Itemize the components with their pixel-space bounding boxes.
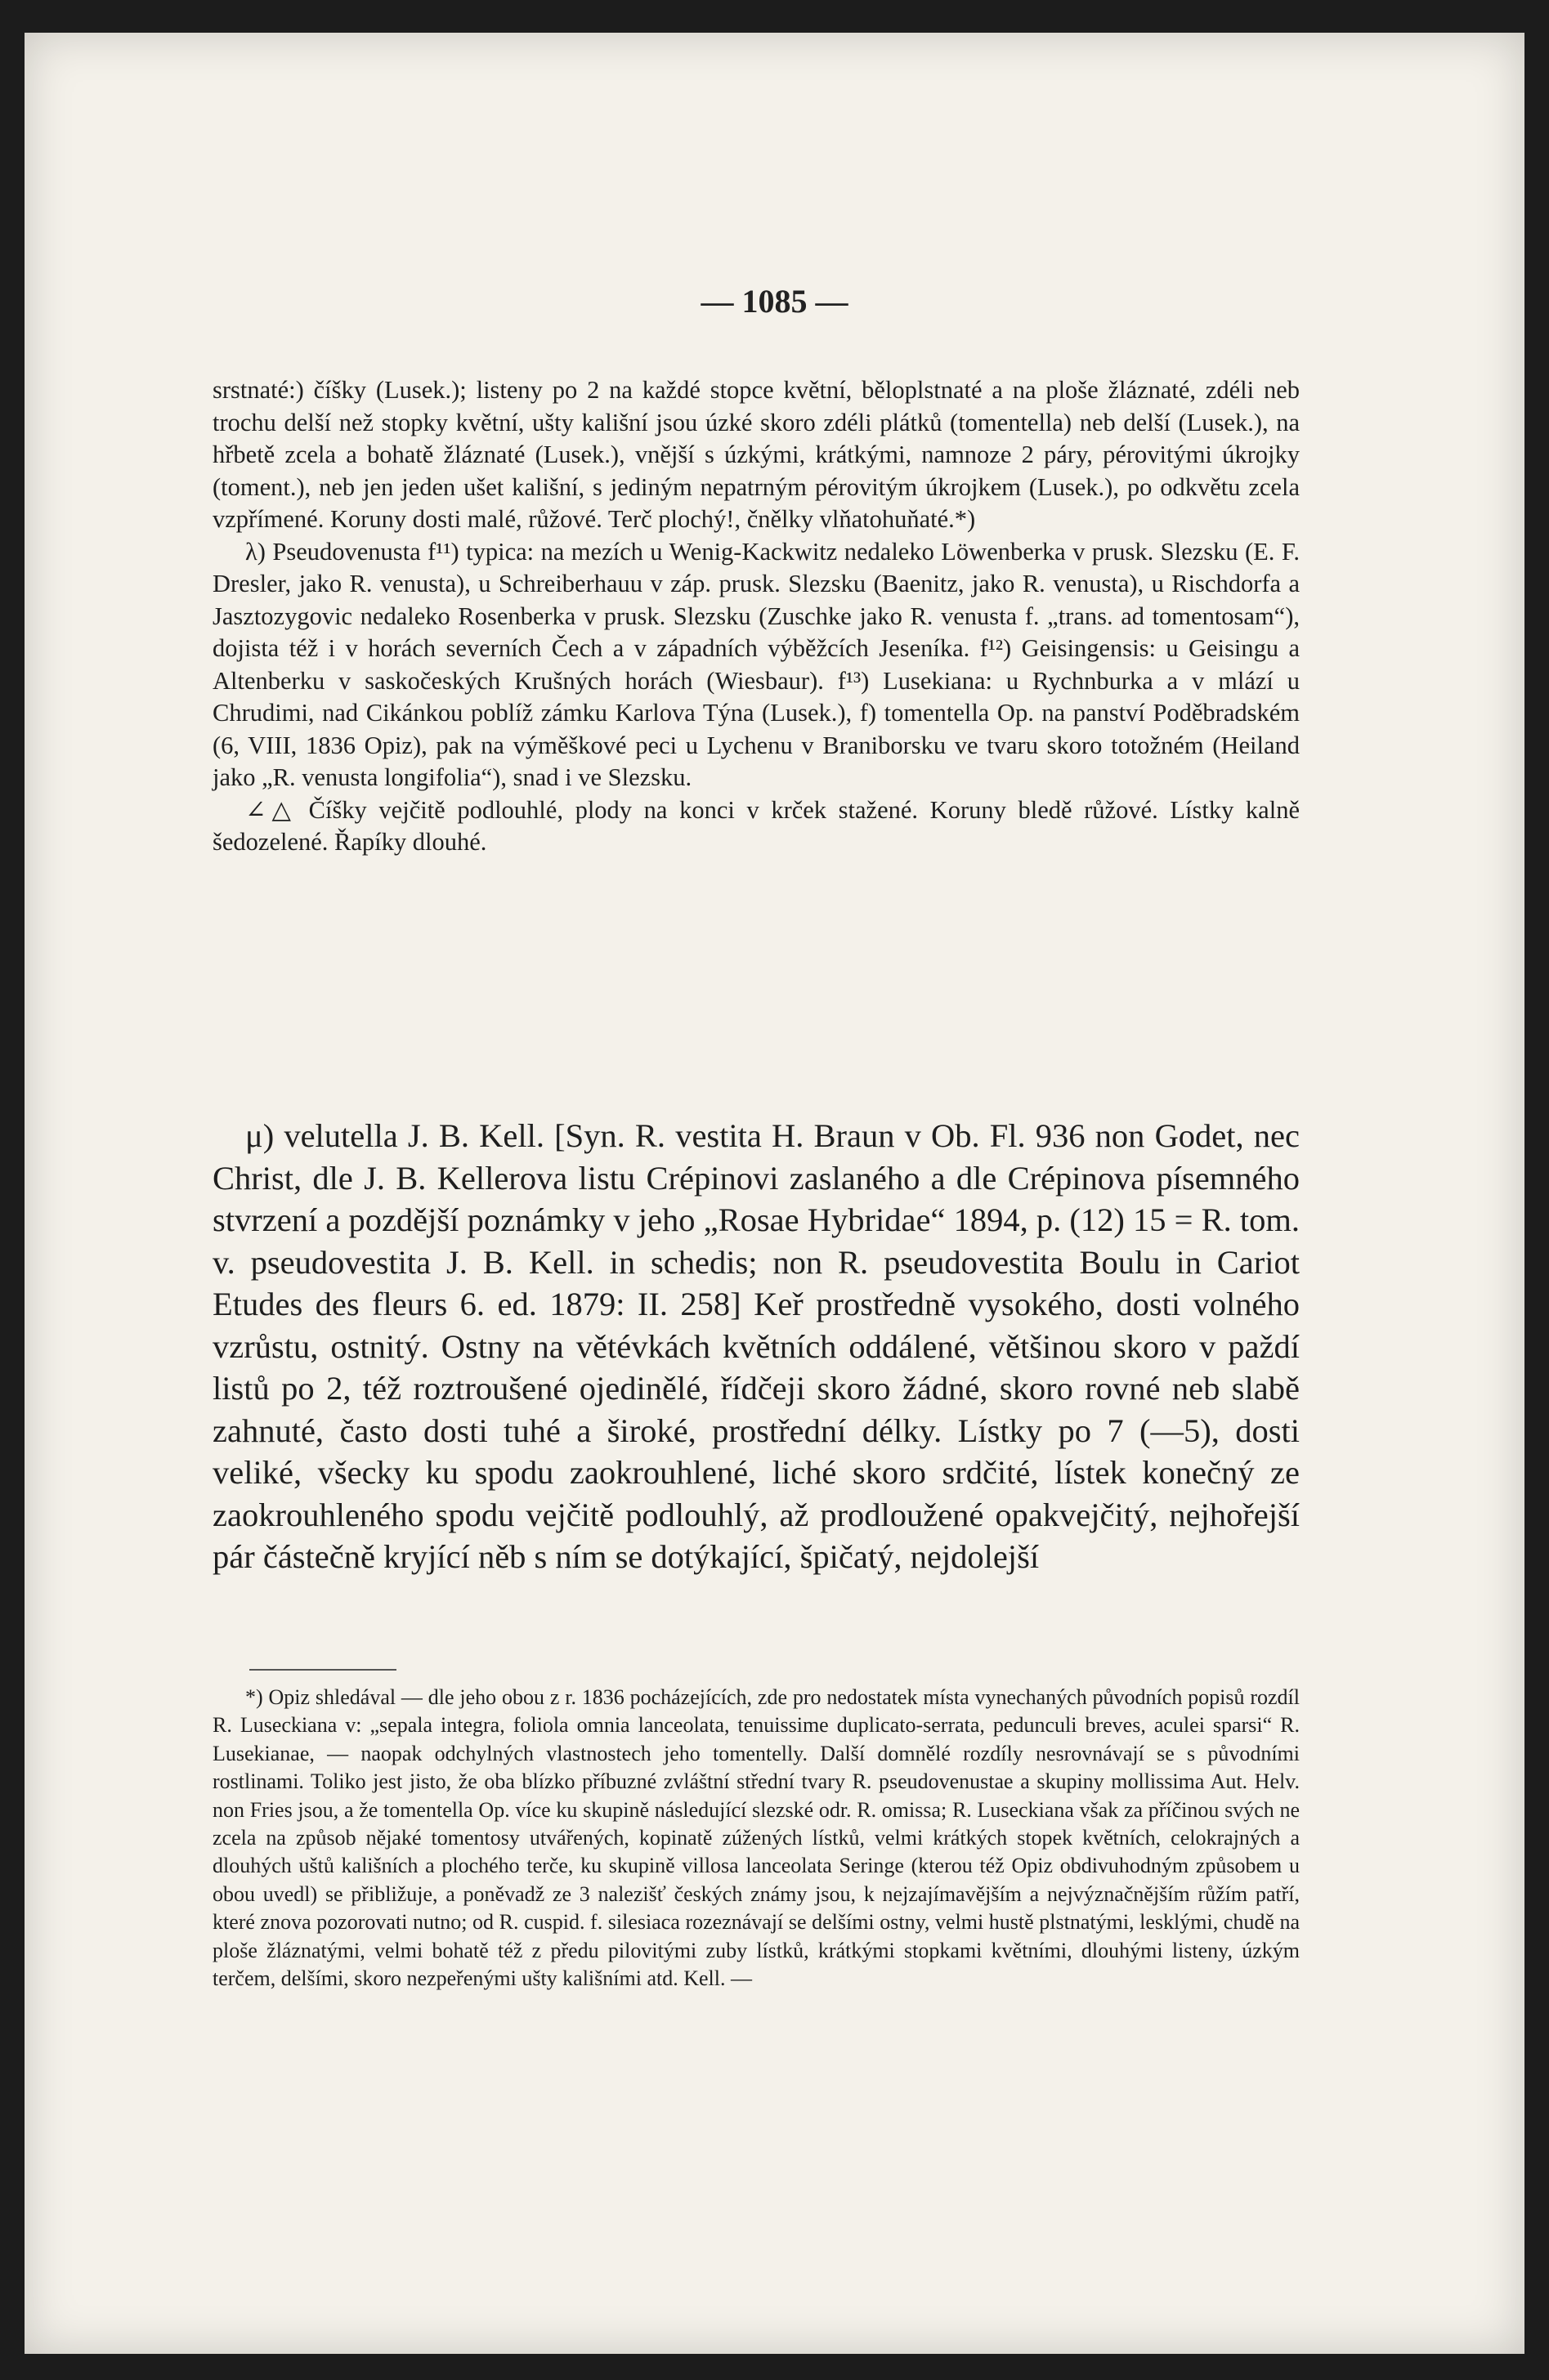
text-block-large bbox=[213, 1115, 1300, 1578]
paragraph-description: ∠△ Číšky vejčitě podlouhlé, plody na konci v krček stažené. Koruny bledě růžové. Lístky kalně šedozelené. Řapíky dlouhé. bbox=[213, 795, 1300, 856]
page-number: — 1085 — bbox=[701, 283, 848, 320]
footnote-text: *) Opiz shledával — dle jeho obou z r. 1836 pocházejících, zde pro nedostatek místa vynechaných původních popisů rozdíl R. Luseckiana v: „sepala integra, foliola omnia lanceolata, tenuissime duplicato-serrata, pedunculi breves, aculei sparsi“ R. Lusekianae, — naopak odchylných vlastnostech jeho tomentelly. Další domnělé rozdíly nesrovnávají se s původními rostlinami. Toliko jest jisto, že oba blízko příbuzné zvláštní střední tvary R. pseudovenustae a skupiny mollissima Aut. Helv. non Fries jsou, a že tomentella Op. více ku skupině následující slezské odr. R. omissa; R. Luseckiana však za příčinou svých ne zcela na způsob nějaké tomentosy utvářených, kopinatě zúžených lístků, velmi krátkých stopek květních, celokrajných a dlouhých uštů kališních a plochého terče, ku skupině villosa lanceolata Seringe (kterou též Opiz obdivuhodným způsobem u obou uvedl) se přibližuje, a poněvadž ze 3 nalezišť českých známy jsou, k nejzajímavějším a nejvýznačnějším růžím patří, které znova pozorovati nutno; od R. cuspid. f. silesiaca rozeznávají se delšími ostny, velmi hustě plstnatými, lesklými, chudě na ploše žláznatými, velmi bohatě též z předu pilovitými zuby lístků, krátkými stopkami květními, dlouhými listeny, úzkým terčem, delšími, skoro nezpeřenými ušty kališními atd. Kell. — bbox=[213, 1685, 1300, 1991]
footnote bbox=[213, 1684, 1300, 1993]
paragraph-continuation: srstnaté:) číšky (Lusek.); listeny po 2 na každé stopce květní, běloplstnaté a na ploše žláznaté, zdéli neb trochu delší než stopky květní, ušty kališní jsou úzké skoro zdéli plátků (tomentella) neb delší (Lusek.), na hřbetě zcela a bohatě žláznaté (Lusek.), vnější s úzkými, krátkými, namnoze 2 páry, pérovitými úkrojky (toment.), neb jen jeden ušet kališní, s jediným nepatrným pérovitým úkrojkem (Lusek.), po odkvětu zcela vzpřímené. Koruny dosti malé, růžové. Terč plochý!, čnělky vlňatohuňaté.*) bbox=[213, 376, 1300, 533]
paragraph-velutella: μ) velutella J. B. Kell. [Syn. R. vestita H. Braun v Ob. Fl. 936 non Godet, nec Christ, dle J. B. Kellerova listu Crépinovi zaslaného a dle Crépinova písemného stvrzení a pozdější poznámky v jeho „Rosae Hybridae“ 1894, p. (12) 15 = R. tom. v. pseudovestita J. B. Kell. in schedis; non R. pseudovestita Boulu in Cariot Etudes des fleurs 6. ed. 1879: II. 258] Keř prostředně vysokého, dosti volného vzrůstu, ostnitý. Ostny na větévkách květních oddálené, většinou skoro v paždí listů po 2, též roztroušené ojedinělé, řídčeji skoro žádné, skoro rovné neb slabě zahnuté, často dosti tuhé a široké, prostřední délky. Lístky po 7 (—5), dosti veliké, všecky ku spodu zaokrouhlené, liché skoro srdčité, lístek konečný ze zaokrouhleného spodu vejčitě podlouhlý, až prodloužené opakvejčitý, nejhořejší pár částečně kryjící něb s ním se dotýkající, špičatý, nejdolejší bbox=[213, 1117, 1300, 1575]
text-block-small bbox=[213, 374, 1300, 859]
footnote-divider bbox=[249, 1669, 396, 1671]
scanned-page bbox=[25, 33, 1524, 2354]
paragraph-pseudovenusta: λ) Pseudovenusta f¹¹) typica: na mezích u Wenig-Kackwitz nedaleko Löwenberka v prusk. Slezsku (E. F. Dresler, jako R. venusta), u Schreiberhauu v záp. prusk. Slezsku (Baenitz, jako R. venusta), u Rischdorfa a Jasztozygovic nedaleko Rosenberka v prusk. Slezsku (Zuschke jako R. venusta f. „trans. ad tomentosam“), dojista též i v horách severních Čech a v západních výběžcích Jeseníka. f¹²) Geisingensis: u Geisingu a Altenberku v saskočeských Krušných horách (Wiesbaur). f¹³) Lusekiana: u Rychnburka a v mlází u Chrudimi, nad Cikánkou poblíž zámku Karlova Týna (Lusek.), f) tomentella Op. na panství Poděbradském (6, VIII, 1836 Opiz), pak na výměškové peci u Lychenu v Braniborsku ve tvaru skoro totožném (Heiland jako „R. venusta longifolia“), snad i ve Slezsku. bbox=[213, 537, 1300, 791]
